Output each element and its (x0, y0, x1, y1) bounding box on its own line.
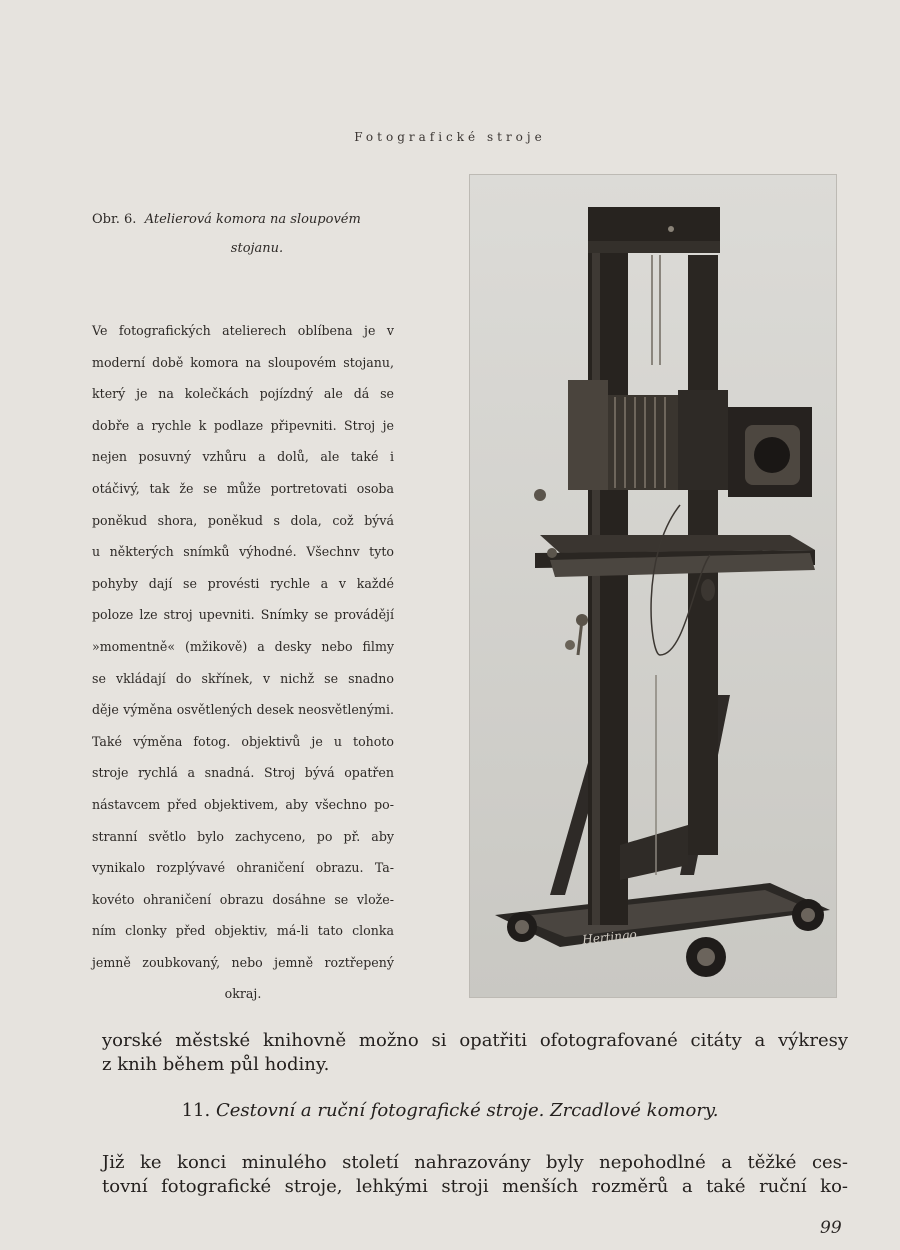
side-line: kovéto ohraničení obrazu dosáhne se vlože- (92, 891, 394, 907)
side-line: »momentně« (mžikově) a desky nebo filmy (92, 638, 394, 654)
body-line: z knih během půl hodiny. (102, 1054, 330, 1075)
figure-title-line1: Atelierová komora na sloupovém (144, 212, 361, 227)
figure-number: Obr. 6. (92, 212, 137, 227)
side-line: moderní době komora na sloupovém stojanu, (92, 354, 394, 370)
side-line: vynikalo rozplývavé ohraničení obrazu. Ta- (92, 860, 394, 876)
camera-bellows (608, 395, 678, 490)
side-line: poněkud shora, poněkud s dola, což bývá (92, 512, 394, 528)
side-line: ním clonky před objektiv, má-li tato clonka (92, 923, 394, 939)
camera-back (568, 380, 608, 490)
side-line: stranní světlo bylo zachyceno, po př. aby (92, 828, 394, 844)
lens-standard (678, 390, 728, 490)
side-line: u některých snímků výhodné. Všechnv tyto (92, 544, 394, 560)
page-number: 99 (820, 1218, 842, 1238)
camera-photo (469, 174, 837, 998)
side-line: nejen posuvný vzhůru a dolů, ale také i (92, 449, 394, 465)
side-line: Také výměna fotog. objektivů je u tohoto (92, 733, 394, 749)
side-description (92, 315, 394, 1010)
top-crossbar (588, 207, 720, 241)
side-line: jemně zoubkovaný, nebo jemně roztřepený (92, 954, 394, 970)
paragraph-line: Již ke konci minulého století nahrazovány byly nepohodlné a těžké ces- (102, 1152, 848, 1173)
side-line: pohyby dají se provésti rychle a v každé (92, 575, 394, 591)
side-line: okraj. (224, 986, 262, 1002)
side-line: dobře a rychle k podlaze připevniti. Stroj je (92, 417, 394, 433)
side-line: děje výměna osvětlených desek neosvětlenými. (92, 702, 394, 718)
side-line: nástavcem před objektivem, aby všechno po- (92, 796, 394, 812)
body-line: yorské městské knihovně možno si opatřiti ofotografované citáty a výkresy (102, 1030, 848, 1051)
side-line: Ve fotografických atelierech oblíbena je v (92, 323, 394, 338)
paragraph-line: tovní fotografické stroje, lehkými stroji menších rozměrů a také ruční ko- (102, 1176, 848, 1197)
brand-plate: Hertingo (581, 927, 638, 947)
side-line: poloze lze stroj upevniti. Snímky se provádějí (92, 607, 394, 623)
camera-bed (540, 535, 815, 553)
figure-title-line2: stojanu. (230, 241, 284, 256)
side-line: se vkládají do skřínek, v nichž se snadno (92, 670, 394, 686)
section-number: 11. (181, 1100, 211, 1121)
side-line: otáčivý, tak že se může portretovati osoba (92, 480, 394, 496)
side-line: stroje rychlá a snadná. Stroj bývá opatřen (92, 765, 394, 781)
figure-caption (92, 205, 422, 263)
running-head: Fotografické stroje (354, 130, 546, 144)
section-title: Cestovní a ruční fotografické stroje. Zrcadlové komory. (215, 1100, 719, 1121)
side-line: který je na kolečkách pojízdný ale dá se (92, 386, 394, 402)
studio-camera-illustration (470, 175, 836, 997)
section-heading (0, 1100, 900, 1121)
